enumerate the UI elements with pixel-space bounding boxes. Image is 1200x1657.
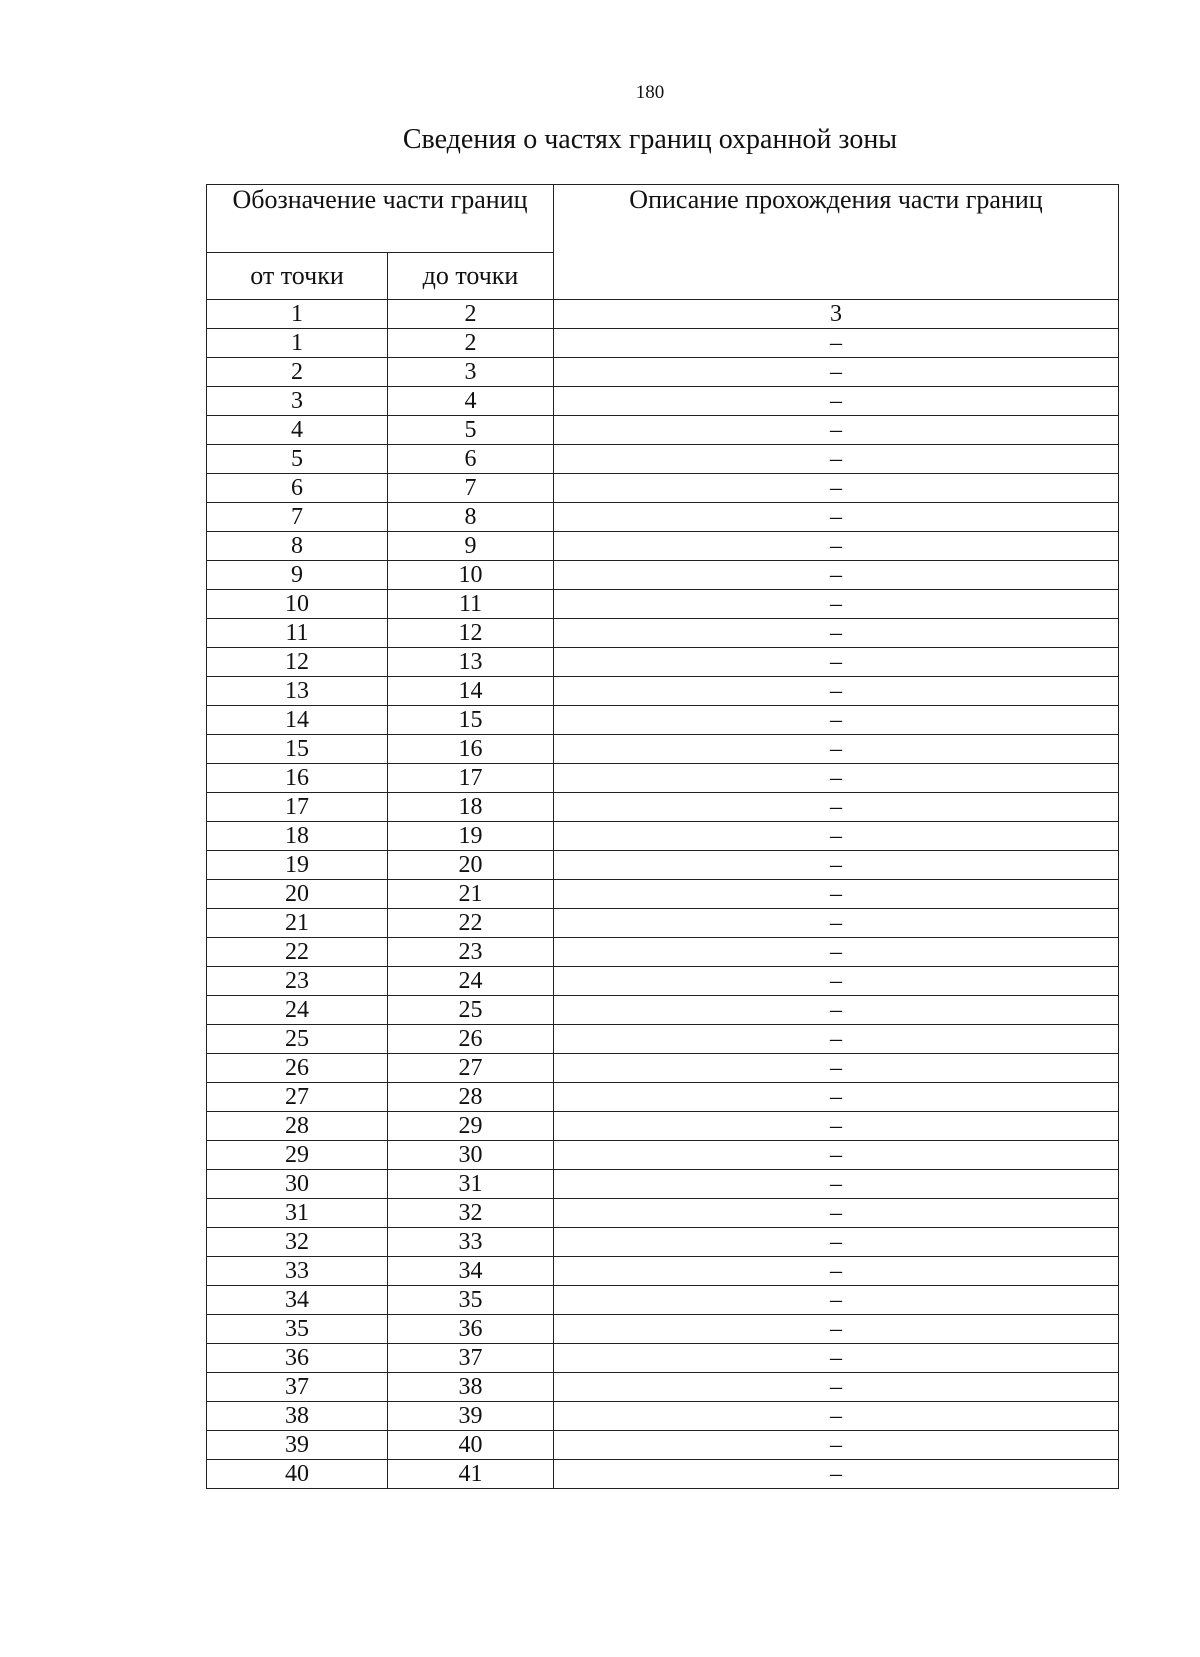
to-point-cell: 27 (388, 1054, 554, 1083)
table-row (207, 1199, 1119, 1228)
description-cell: – (554, 445, 1119, 474)
description-cell: – (554, 648, 1119, 677)
table-row (207, 387, 1119, 416)
to-point-cell: 19 (388, 822, 554, 851)
column-number-cell: 2 (388, 300, 554, 329)
from-point-cell: 34 (207, 1286, 388, 1315)
to-point-cell: 17 (388, 764, 554, 793)
description-cell: – (554, 735, 1119, 764)
to-point-cell: 38 (388, 1373, 554, 1402)
table-row (207, 909, 1119, 938)
to-point-cell: 32 (388, 1199, 554, 1228)
from-point-cell: 3 (207, 387, 388, 416)
from-point-cell: 29 (207, 1141, 388, 1170)
description-cell: – (554, 561, 1119, 590)
from-point-cell: 20 (207, 880, 388, 909)
description-cell: – (554, 329, 1119, 358)
table-row (207, 619, 1119, 648)
document-title: Сведения о частях границ охранной зоны (402, 124, 898, 155)
description-cell: – (554, 1460, 1119, 1489)
column-number-cell: 3 (554, 300, 1119, 329)
from-point-cell: 15 (207, 735, 388, 764)
table-row (207, 764, 1119, 793)
description-cell: – (554, 967, 1119, 996)
table-row (207, 1025, 1119, 1054)
description-cell: – (554, 1431, 1119, 1460)
table-row (207, 996, 1119, 1025)
from-point-cell: 9 (207, 561, 388, 590)
from-point-cell: 13 (207, 677, 388, 706)
page-number: 180 (635, 82, 665, 103)
description-cell: – (554, 1373, 1119, 1402)
table-row (207, 329, 1119, 358)
to-point-cell: 24 (388, 967, 554, 996)
description-cell: – (554, 996, 1119, 1025)
to-point-cell: 16 (388, 735, 554, 764)
from-point-cell: 6 (207, 474, 388, 503)
from-point-cell: 30 (207, 1170, 388, 1199)
to-point-cell: 28 (388, 1083, 554, 1112)
description-cell: – (554, 1054, 1119, 1083)
to-point-cell: 12 (388, 619, 554, 648)
description-cell: – (554, 938, 1119, 967)
table-row (207, 735, 1119, 764)
to-point-cell: 25 (388, 996, 554, 1025)
description-cell: – (554, 1025, 1119, 1054)
table-row (207, 967, 1119, 996)
from-point-cell: 32 (207, 1228, 388, 1257)
to-point-cell: 40 (388, 1431, 554, 1460)
to-point-cell: 23 (388, 938, 554, 967)
table-row (207, 1170, 1119, 1199)
from-point-cell: 33 (207, 1257, 388, 1286)
boundary-part-designation-header: Обозначение части границ (207, 185, 554, 253)
table-row (207, 1286, 1119, 1315)
table-row (207, 445, 1119, 474)
table-row (207, 1373, 1119, 1402)
table-row (207, 1257, 1119, 1286)
description-cell: – (554, 880, 1119, 909)
to-point-cell: 33 (388, 1228, 554, 1257)
table-row (207, 1402, 1119, 1431)
description-cell: – (554, 706, 1119, 735)
from-point-cell: 14 (207, 706, 388, 735)
table-row (207, 677, 1119, 706)
description-cell: – (554, 764, 1119, 793)
to-point-cell: 30 (388, 1141, 554, 1170)
description-cell: – (554, 416, 1119, 445)
to-point-cell: 29 (388, 1112, 554, 1141)
table-row (207, 358, 1119, 387)
from-point-cell: 21 (207, 909, 388, 938)
from-point-cell: 38 (207, 1402, 388, 1431)
column-number-cell: 1 (207, 300, 388, 329)
description-cell: – (554, 1199, 1119, 1228)
description-cell: – (554, 1170, 1119, 1199)
to-point-cell: 2 (388, 329, 554, 358)
description-cell: – (554, 1112, 1119, 1141)
description-cell: – (554, 1402, 1119, 1431)
description-cell: – (554, 532, 1119, 561)
table-row (207, 590, 1119, 619)
description-cell: – (554, 1228, 1119, 1257)
description-cell: – (554, 387, 1119, 416)
description-cell: – (554, 1344, 1119, 1373)
table-row (207, 793, 1119, 822)
table-row (207, 880, 1119, 909)
from-point-cell: 26 (207, 1054, 388, 1083)
to-point-cell: 34 (388, 1257, 554, 1286)
table-row (207, 532, 1119, 561)
from-point-cell: 25 (207, 1025, 388, 1054)
table-row (207, 1083, 1119, 1112)
to-point-cell: 22 (388, 909, 554, 938)
description-cell: – (554, 590, 1119, 619)
description-cell: – (554, 1315, 1119, 1344)
table-row (207, 1112, 1119, 1141)
to-point-cell: 4 (388, 387, 554, 416)
from-point-header: от точки (207, 253, 388, 300)
to-point-cell: 31 (388, 1170, 554, 1199)
table-row (207, 1344, 1119, 1373)
from-point-cell: 40 (207, 1460, 388, 1489)
to-point-cell: 39 (388, 1402, 554, 1431)
description-cell: – (554, 1257, 1119, 1286)
description-cell: – (554, 677, 1119, 706)
from-point-cell: 39 (207, 1431, 388, 1460)
description-cell: – (554, 822, 1119, 851)
table-row (207, 1141, 1119, 1170)
table-row (207, 1054, 1119, 1083)
description-cell: – (554, 358, 1119, 387)
from-point-cell: 22 (207, 938, 388, 967)
to-point-cell: 36 (388, 1315, 554, 1344)
to-point-cell: 11 (388, 590, 554, 619)
to-point-cell: 9 (388, 532, 554, 561)
from-point-cell: 35 (207, 1315, 388, 1344)
to-point-cell: 15 (388, 706, 554, 735)
from-point-cell: 5 (207, 445, 388, 474)
table-row (207, 1460, 1119, 1489)
boundary-description-header: Описание прохождения части границ (554, 185, 1119, 300)
from-point-cell: 4 (207, 416, 388, 445)
to-point-cell: 26 (388, 1025, 554, 1054)
table-body (207, 300, 1119, 1489)
from-point-cell: 28 (207, 1112, 388, 1141)
description-cell: – (554, 793, 1119, 822)
to-point-cell: 37 (388, 1344, 554, 1373)
from-point-cell: 17 (207, 793, 388, 822)
from-point-cell: 24 (207, 996, 388, 1025)
table-row (207, 561, 1119, 590)
from-point-cell: 2 (207, 358, 388, 387)
to-point-cell: 35 (388, 1286, 554, 1315)
table-row (207, 648, 1119, 677)
table-header (207, 185, 1119, 300)
table-row (207, 1315, 1119, 1344)
to-point-cell: 5 (388, 416, 554, 445)
from-point-cell: 11 (207, 619, 388, 648)
from-point-cell: 8 (207, 532, 388, 561)
to-point-cell: 41 (388, 1460, 554, 1489)
from-point-cell: 19 (207, 851, 388, 880)
table-row (207, 822, 1119, 851)
to-point-cell: 13 (388, 648, 554, 677)
from-point-cell: 37 (207, 1373, 388, 1402)
from-point-cell: 10 (207, 590, 388, 619)
table-row (207, 1431, 1119, 1460)
description-cell: – (554, 1141, 1119, 1170)
to-point-cell: 21 (388, 880, 554, 909)
description-cell: – (554, 474, 1119, 503)
from-point-cell: 16 (207, 764, 388, 793)
to-point-cell: 14 (388, 677, 554, 706)
from-point-cell: 36 (207, 1344, 388, 1373)
table-row (207, 503, 1119, 532)
from-point-cell: 31 (207, 1199, 388, 1228)
description-cell: – (554, 503, 1119, 532)
column-number-row (207, 300, 1119, 329)
from-point-cell: 23 (207, 967, 388, 996)
table-row (207, 416, 1119, 445)
description-cell: – (554, 851, 1119, 880)
table-row (207, 474, 1119, 503)
to-point-header: до точки (388, 253, 554, 300)
table-row (207, 851, 1119, 880)
to-point-cell: 20 (388, 851, 554, 880)
to-point-cell: 6 (388, 445, 554, 474)
to-point-cell: 10 (388, 561, 554, 590)
from-point-cell: 7 (207, 503, 388, 532)
table-row (207, 938, 1119, 967)
from-point-cell: 1 (207, 329, 388, 358)
boundary-parts-table (206, 184, 1119, 1489)
from-point-cell: 12 (207, 648, 388, 677)
table-row (207, 706, 1119, 735)
description-cell: – (554, 1286, 1119, 1315)
to-point-cell: 3 (388, 358, 554, 387)
from-point-cell: 27 (207, 1083, 388, 1112)
description-cell: – (554, 619, 1119, 648)
description-cell: – (554, 909, 1119, 938)
to-point-cell: 7 (388, 474, 554, 503)
description-cell: – (554, 1083, 1119, 1112)
table-row (207, 1228, 1119, 1257)
to-point-cell: 18 (388, 793, 554, 822)
to-point-cell: 8 (388, 503, 554, 532)
from-point-cell: 18 (207, 822, 388, 851)
